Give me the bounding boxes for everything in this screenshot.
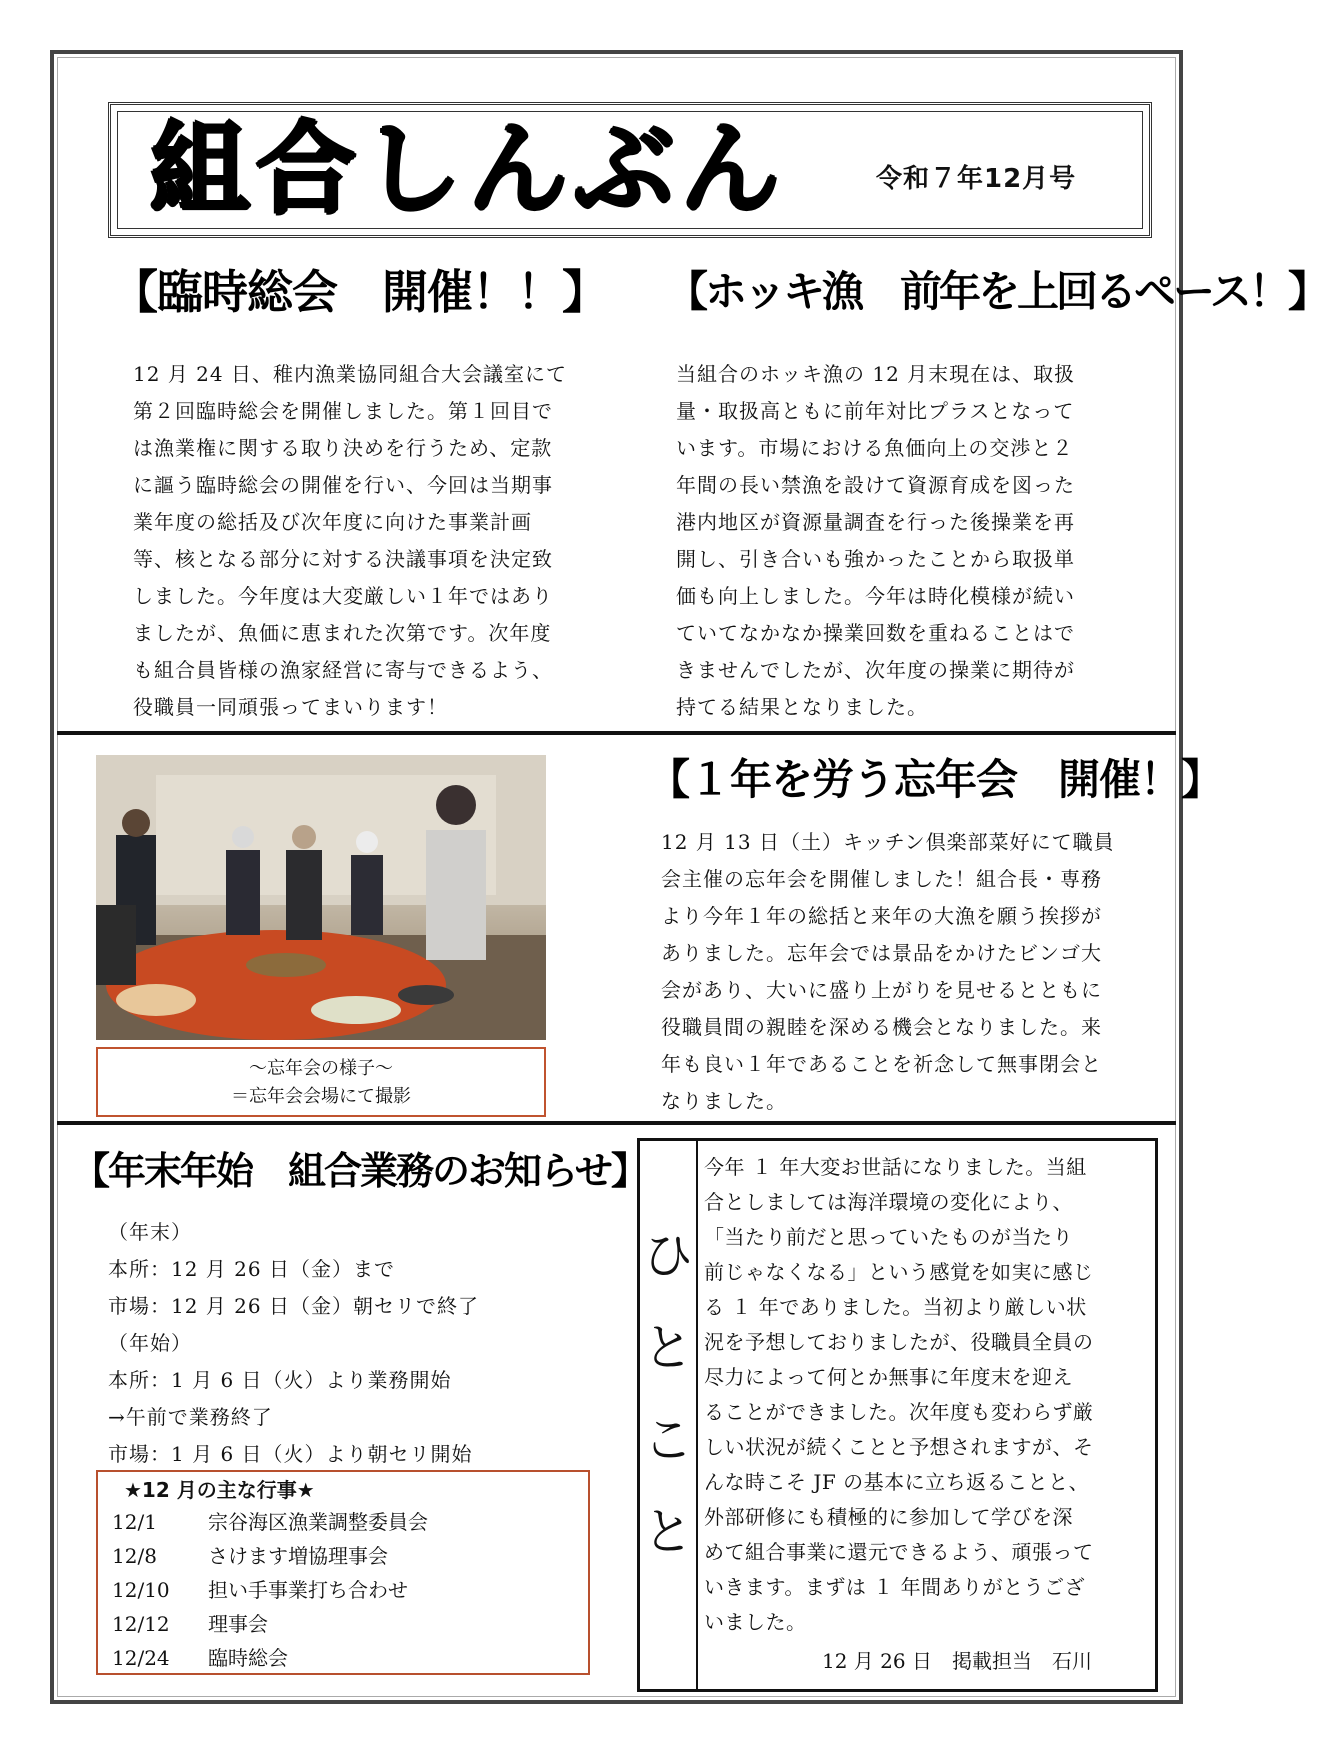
notice-line: →午前で業務終了 (108, 1405, 273, 1429)
text-line: 当組合のホッキ漁の 12 月末現在は、取扱 (676, 362, 1076, 386)
text-line: は漁業権に関する取り決めを行うため、定款 (133, 436, 553, 460)
notice-line: 本所：12 月 26 日（金）まで (108, 1257, 395, 1281)
caption-title: ～忘年会の様子～ (249, 1058, 393, 1079)
event-row (112, 1506, 428, 1535)
text-line: 年も良い１年であることを祈念して無事閉会と (661, 1052, 1102, 1076)
text-line: 役職員一同頑張ってまいります！ (133, 695, 448, 719)
text-line: 年間の長い禁漁を設けて資源育成を図った (676, 473, 1075, 497)
event-date: 12/12 (112, 1612, 170, 1636)
text-line: ることができました。次年度も変わらず厳 (704, 1400, 1094, 1424)
party-photo (96, 755, 546, 1040)
text-line: 「当たり前だと思っていたものが当たり (704, 1225, 1073, 1249)
text-line: しました。今年度は大変厳しい１年ではあり (133, 584, 553, 608)
event-name: 理事会 (208, 1612, 268, 1636)
text-line: きませんでしたが、次年度の操業に期待が (676, 658, 1075, 682)
text-line: 港内地区が資源量調査を行った後操業を再 (676, 510, 1075, 534)
text-line: 況を予想しておりましたが、役職員全員の (704, 1330, 1094, 1354)
event-date: 12/8 (112, 1544, 157, 1568)
event-row (112, 1540, 388, 1569)
text-line: 開し、引き合いも強かったことから取扱単 (676, 547, 1075, 571)
event-date: 12/10 (112, 1578, 170, 1602)
text-line: 役職員間の親睦を深める機会となりました。来 (661, 1015, 1102, 1039)
text-line: 等、核となる部分に対する決議事項を決定致 (133, 547, 553, 571)
caption-subtitle: ＝忘年会会場にて撮影 (231, 1086, 411, 1107)
notice-line: 市場：12 月 26 日（金）朝セリで終了 (108, 1294, 479, 1318)
event-row (112, 1574, 408, 1603)
text-line: 持てる結果となりました。 (676, 695, 928, 719)
masthead-title: 組合しんぶん (150, 111, 786, 228)
notice-line: 本所：1 月 6 日（火）より業務開始 (108, 1368, 452, 1392)
section-divider (57, 731, 1176, 735)
section-divider (57, 1121, 1176, 1125)
event-row (112, 1642, 288, 1671)
text-line: ありました。忘年会では景品をかけたビンゴ大 (661, 941, 1102, 965)
event-date: 12/1 (112, 1510, 157, 1534)
headline-party: 【１年を労う忘年会 開催！】 (648, 755, 1223, 804)
text-line: に謳う臨時総会の開催を行い、今回は当期事 (133, 473, 553, 497)
hitokoto-title (642, 1210, 694, 1578)
hitokoto-title-char: と (643, 1319, 693, 1377)
hitokoto-title-char: ひ (643, 1227, 693, 1285)
notice-line: （年末） (108, 1220, 192, 1244)
text-line: も組合員皆様の漁家経営に寄与できるよう、 (133, 658, 553, 682)
event-name: 宗谷海区漁業調整委員会 (208, 1510, 428, 1534)
event-name: 担い手事業打ち合わせ (208, 1578, 408, 1602)
text-line: いきます。まずは １ 年間ありがとうござ (704, 1575, 1086, 1599)
hitokoto-title-char: こ (643, 1411, 693, 1469)
text-line: 尽力によって何とか無事に年度末を迎え (704, 1365, 1073, 1389)
text-line: なりました。 (661, 1089, 787, 1113)
hitokoto-text (704, 1150, 1150, 1640)
text-line: 合としましては海洋環境の変化により、 (704, 1190, 1073, 1214)
text-line: めて組合事業に還元できるよう、頑張って (704, 1540, 1094, 1564)
headline-meeting: 【臨時総会 開催！！】 (112, 265, 607, 319)
article-meeting-text (133, 356, 598, 726)
article-party-text (661, 824, 1156, 1120)
event-date: 12/24 (112, 1646, 170, 1670)
article-hokki-text (676, 356, 1136, 726)
text-line: 会主催の忘年会を開催しました！組合長・専務 (661, 867, 1102, 891)
headline-notice: 【年末年始 組合業務のお知らせ】 (72, 1149, 647, 1193)
text-line: 会があり、大いに盛り上がりを見せるとともに (661, 978, 1102, 1002)
text-line: 外部研修にも積極的に参加して学びを深 (704, 1505, 1073, 1529)
events-title: ★12 月の主な行事★ (124, 1478, 315, 1502)
notice-line: 市場：1 月 6 日（火）より朝セリ開始 (108, 1442, 473, 1466)
text-line: 前じゃなくなる」という感覚を如実に感じ (704, 1260, 1094, 1284)
text-line: しい状況が続くことと予想されますが、そ (704, 1435, 1094, 1459)
hitokoto-signature: 12 月 26 日 掲載担当 石川 (822, 1649, 1092, 1673)
headline-hokki: 【ホッキ漁 前年を上回るペース！】 (666, 267, 1327, 316)
text-line: 12 月 13 日（土）キッチン倶楽部菜好にて職員 (661, 830, 1115, 854)
issue-label: 令和７年12月号 (876, 164, 1077, 194)
event-name: 臨時総会 (208, 1646, 288, 1670)
text-line: より今年１年の総括と来年の大漁を願う挨拶が (661, 904, 1102, 928)
text-line: 価も向上しました。今年は時化模様が続い (676, 584, 1075, 608)
text-line: います。市場における魚価向上の交渉と２ (676, 436, 1074, 460)
text-line: 量・取扱高ともに前年対比プラスとなって (676, 399, 1075, 423)
event-name: さけます増協理事会 (208, 1544, 388, 1568)
hitokoto-divider (696, 1139, 698, 1690)
text-line: ましたが、魚価に恵まれた次第です。次年度 (133, 621, 552, 645)
notice-line: （年始） (108, 1331, 192, 1355)
text-line: んな時こそ JF の基本に立ち返ることと、 (704, 1470, 1090, 1494)
text-line: 業年度の総括及び次年度に向けた事業計画 (133, 510, 532, 534)
text-line: る １ 年でありました。当初より厳しい状 (704, 1295, 1087, 1319)
text-line: 第２回臨時総会を開催しました。第１回目で (133, 399, 553, 423)
event-row (112, 1608, 268, 1637)
text-line: ていてなかなか操業回数を重ねることはで (676, 621, 1075, 645)
hitokoto-title-char: と (643, 1503, 693, 1561)
text-line: 今年 １ 年大変お世話になりました。当組 (704, 1155, 1087, 1179)
text-line: いました。 (704, 1610, 807, 1634)
text-line: 12 月 24 日、稚内漁業協同組合大会議室にて (133, 362, 567, 386)
photo-caption (96, 1047, 546, 1117)
